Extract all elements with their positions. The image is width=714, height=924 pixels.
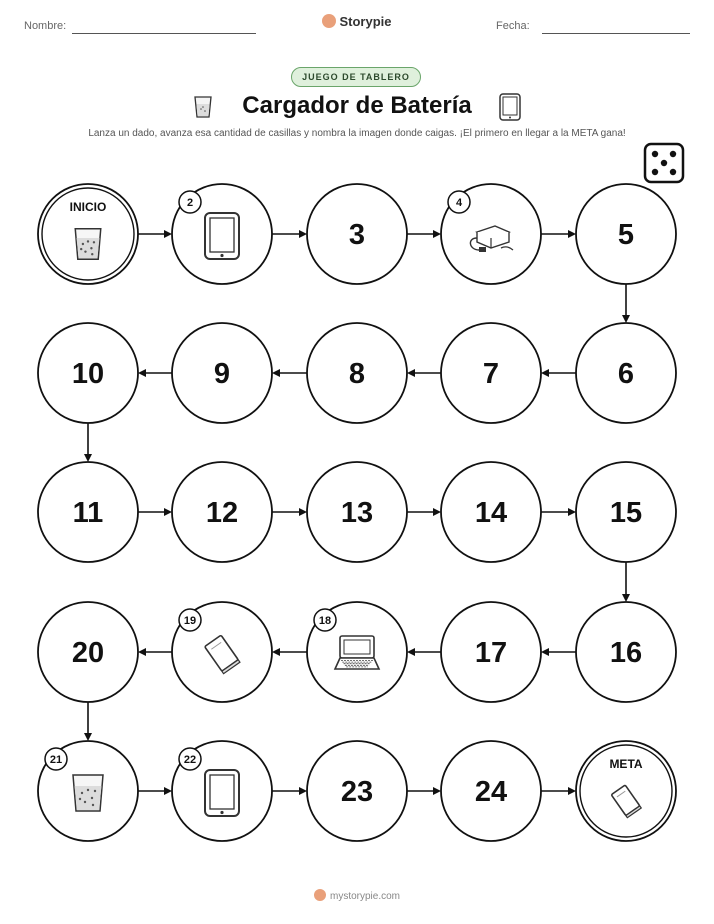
space-number: 21 (49, 754, 63, 766)
board-space[interactable] (576, 323, 676, 423)
board-space[interactable] (307, 602, 407, 702)
space-number: 17 (474, 637, 508, 669)
board-space[interactable] (38, 462, 138, 562)
space-number: 22 (183, 754, 197, 766)
board-space[interactable] (576, 184, 676, 284)
space-number: 24 (474, 776, 508, 808)
board-space[interactable] (172, 602, 272, 702)
space-number: 8 (348, 358, 366, 390)
arrow-head-icon (138, 648, 146, 656)
arrow-head-icon (541, 648, 549, 656)
board-space[interactable] (576, 462, 676, 562)
arrow-head-icon (299, 230, 307, 238)
space-number: 20 (71, 637, 105, 669)
arrow-head-icon (622, 594, 630, 602)
footer (0, 889, 714, 902)
arrow-head-icon (299, 787, 307, 795)
board-space[interactable] (441, 184, 541, 284)
space-number: 16 (609, 637, 643, 669)
arrow-head-icon (164, 787, 172, 795)
arrow-head-icon (433, 787, 441, 795)
arrow-head-icon (138, 369, 146, 377)
board-space[interactable] (307, 184, 407, 284)
space-number: 13 (340, 497, 374, 529)
board-space[interactable] (172, 323, 272, 423)
arrow-head-icon (407, 369, 415, 377)
space-number: 10 (71, 358, 105, 390)
arrow-head-icon (568, 508, 576, 516)
space-number: 4 (455, 197, 463, 209)
arrow-head-icon (299, 508, 307, 516)
board-space[interactable] (576, 602, 676, 702)
tablet-icon (205, 213, 239, 259)
board-space[interactable] (441, 462, 541, 562)
tablet-icon (205, 770, 239, 816)
arrow-head-icon (568, 787, 576, 795)
storypie-footer-logo-icon (314, 889, 326, 901)
board-space[interactable] (307, 323, 407, 423)
goal-space[interactable] (576, 741, 676, 841)
arrow-head-icon (568, 230, 576, 238)
space-number: 6 (617, 358, 635, 390)
space-number: 2 (186, 197, 194, 209)
space-number: 19 (183, 615, 197, 627)
board-space[interactable] (172, 741, 272, 841)
footer-url[interactable]: mystorypie.com (329, 891, 400, 902)
board-space[interactable] (38, 323, 138, 423)
instructions: Lanza un dado, avanza esa cantidad de casillas y nombra la imagen donde caigas. ¡El primero en llegar a la META gana! (88, 128, 626, 139)
arrow-head-icon (433, 230, 441, 238)
board-space[interactable] (307, 741, 407, 841)
space-number: 7 (482, 358, 500, 390)
arrow-head-icon (164, 230, 172, 238)
name-label: Nombre: (24, 20, 67, 32)
arrow-head-icon (433, 508, 441, 516)
start-space[interactable] (38, 184, 138, 284)
arrow-head-icon (84, 733, 92, 741)
space-number: 12 (205, 497, 239, 529)
arrow-head-icon (272, 369, 280, 377)
glass-icon (75, 229, 101, 260)
space-number: 14 (474, 497, 508, 529)
space-number: 15 (609, 497, 643, 529)
arrow-head-icon (164, 508, 172, 516)
space-label: META (609, 757, 643, 771)
board-space[interactable] (441, 602, 541, 702)
board-space[interactable] (38, 602, 138, 702)
date-label: Fecha: (496, 20, 530, 32)
game-type-badge: JUEGO DE TABLERO (291, 67, 421, 87)
board-space[interactable] (307, 462, 407, 562)
board-space[interactable] (441, 741, 541, 841)
page-title: Cargador de Batería (242, 92, 472, 119)
space-number: 5 (617, 219, 635, 251)
arrow-head-icon (407, 648, 415, 656)
space-number: 23 (340, 776, 374, 808)
laptop-icon (335, 636, 379, 669)
space-number: 11 (72, 497, 104, 529)
arrow-head-icon (622, 315, 630, 323)
board-space[interactable] (172, 462, 272, 562)
board-space[interactable] (38, 741, 138, 841)
arrow-head-icon (541, 369, 549, 377)
arrow-head-icon (272, 648, 280, 656)
space-label: INICIO (69, 200, 107, 214)
space-number: 18 (318, 615, 332, 627)
board-space[interactable] (441, 323, 541, 423)
arrow-head-icon (84, 454, 92, 462)
board-space[interactable] (172, 184, 272, 284)
space-number: 9 (213, 358, 231, 390)
glass-icon (73, 775, 103, 811)
brand-name: Storypie (339, 14, 392, 29)
space-number: 3 (348, 219, 366, 251)
